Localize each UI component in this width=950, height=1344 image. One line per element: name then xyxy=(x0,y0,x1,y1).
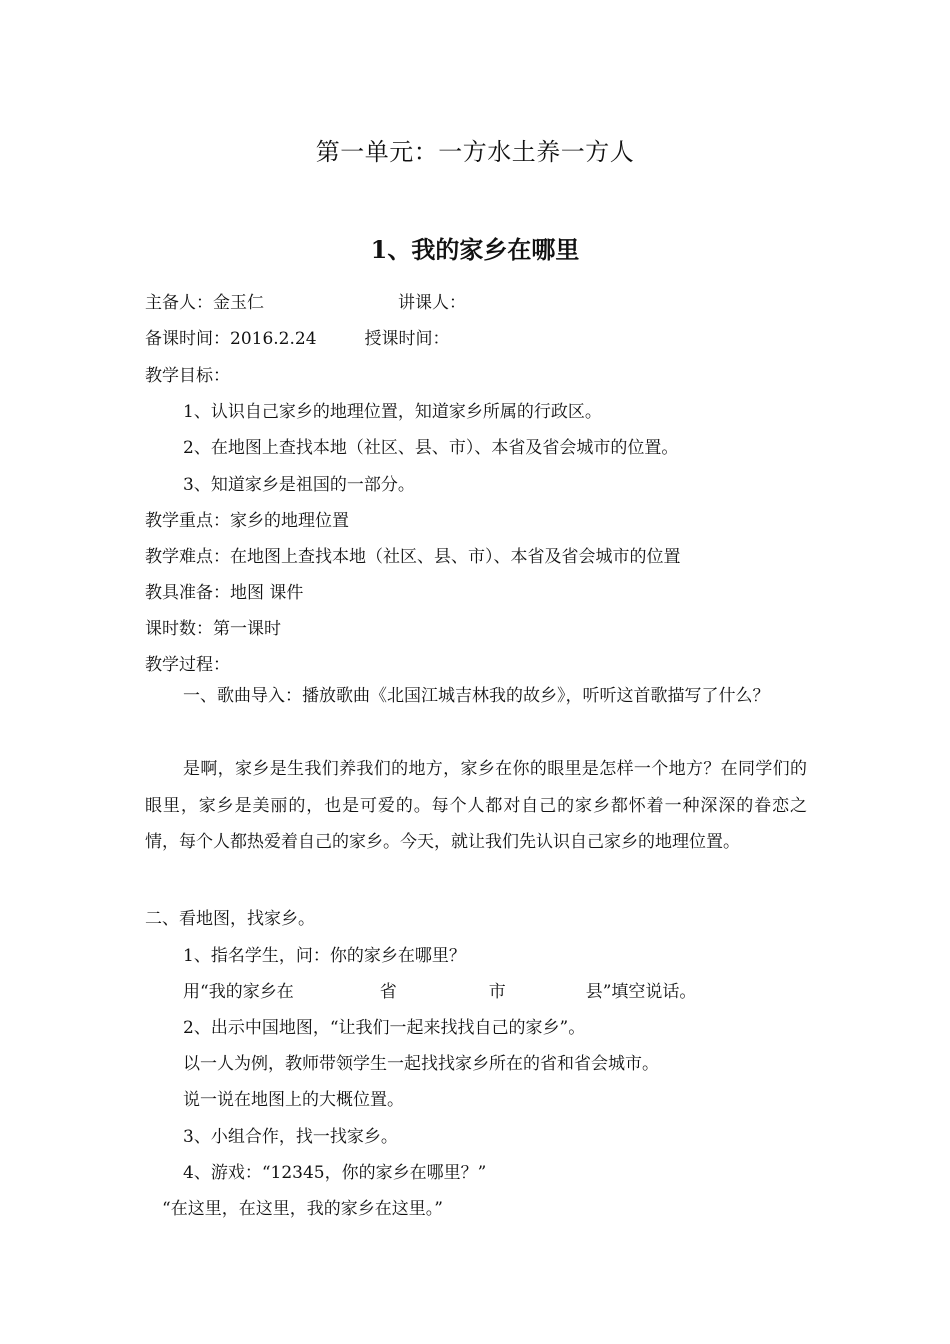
fill-blank-part: 县”填空说话。 xyxy=(585,982,697,1002)
meta-row-2 xyxy=(145,326,450,352)
step4-reply: “在这里，在这里，我的家乡在这里。” xyxy=(162,1199,443,1219)
fill-blank-line xyxy=(183,979,696,1005)
prep-time-label: 备课时间：2016.2.24 xyxy=(145,329,317,349)
step3: 3、小组合作，找一找家乡。 xyxy=(183,1127,398,1147)
preparer-label: 主备人：金玉仁 xyxy=(145,293,264,313)
section2-heading: 二、看地图，找家乡。 xyxy=(145,909,315,929)
step2: 2、出示中国地图，“让我们一起来找找自己的家乡”。 xyxy=(183,1018,586,1038)
lecturer-label: 讲课人： xyxy=(398,293,466,313)
fill-blank-part: 省 xyxy=(379,982,397,1002)
teach-time-label: 授课时间： xyxy=(364,329,450,349)
difficulty: 教学难点：在地图上查找本地（社区、县、市）、本省及省会城市的位置 xyxy=(145,547,681,567)
goals-heading: 教学目标： xyxy=(145,366,230,386)
periods: 课时数：第一课时 xyxy=(145,619,281,639)
materials: 教具准备：地图 课件 xyxy=(145,583,304,603)
fill-blank-part: 用“我的家乡在 xyxy=(183,982,294,1002)
goal-item: 2、在地图上查找本地（社区、县、市）、本省及省会城市的位置。 xyxy=(183,438,679,458)
intro-paragraph: 一、歌曲导入：播放歌曲《北国江城吉林我的故乡》，听听这首歌描写了什么？ xyxy=(183,686,770,706)
step2-detail: 以一人为例，教师带领学生一起找找家乡所在的省和省会城市。 xyxy=(183,1054,659,1074)
meta-row-1 xyxy=(145,290,466,316)
goal-item: 3、知道家乡是祖国的一部分。 xyxy=(183,475,415,495)
unit-title: 第一单元：一方水土养一方人 xyxy=(315,138,635,166)
reflection-paragraph: 是啊，家乡是生我们养我们的地方，家乡在你的眼里是怎样一个地方？在同学们的眼里，家乡是美丽的，也是可爱的。每个人都对自己的家乡都怀着一种深深的眷恋之情，每个人都热爱着自己的家乡。今天，就让我们先认识自己家乡的地理位置。 xyxy=(145,759,807,852)
fill-blank-part: 市 xyxy=(488,982,506,1002)
goal-item: 1、认识自己家乡的地理位置，知道家乡所属的行政区。 xyxy=(183,402,602,422)
step1: 1、指名学生，问：你的家乡在哪里？ xyxy=(183,946,466,966)
step4: 4、游戏：“12345，你的家乡在哪里？” xyxy=(183,1163,487,1183)
lesson-title: 1、我的家乡在哪里 xyxy=(370,235,580,264)
step2-detail: 说一说在地图上的大概位置。 xyxy=(183,1090,404,1110)
key-point: 教学重点：家乡的地理位置 xyxy=(145,511,349,531)
process-heading: 教学过程： xyxy=(145,655,230,675)
